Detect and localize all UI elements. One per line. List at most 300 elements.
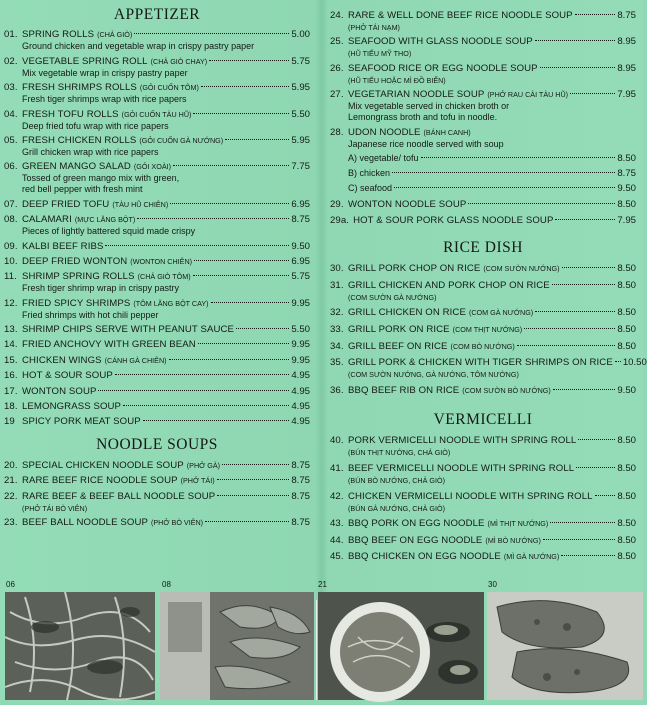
menu-item: [330, 550, 636, 563]
menu-item-row: [330, 490, 636, 503]
item-vietnamese-name: (PHỞ BÒ VIÊN): [150, 517, 204, 527]
item-name: DEEP FRIED TOFU: [22, 198, 110, 210]
menu-item-row: [330, 517, 636, 530]
item-vietnamese-name: (COM GÀ NƯỚNG): [468, 308, 534, 318]
item-name: BBQ CHICKEN ON EGG NOODLE: [348, 551, 501, 563]
item-vietnamese-name: (PHỞ TÁI NẠM): [348, 22, 400, 32]
photo-strip: [0, 578, 643, 700]
menu-item-row: [4, 81, 310, 94]
dot-leader: [211, 302, 290, 303]
menu-item: [4, 134, 310, 158]
photo-label-30: 30: [488, 580, 497, 589]
menu-item-row: [4, 160, 310, 173]
item-price: 4.95: [291, 416, 310, 428]
menu-item: [330, 340, 636, 353]
menu-item: [4, 270, 310, 294]
item-name: GRILL CHICKEN ON RICE: [348, 307, 466, 319]
menu-item: [330, 35, 636, 59]
item-number: 27.: [330, 89, 344, 101]
item-vietnamese-name: (PHỞ RAU CẢI TÀU HŨ): [487, 90, 569, 100]
item-name: SPICY PORK MEAT SOUP: [22, 416, 141, 428]
item-name: HOT & SOUR PORK GLASS NOODLE SOUP: [353, 214, 554, 226]
item-price: 9.95: [291, 339, 310, 351]
item-number: 32.: [330, 307, 344, 319]
dot-leader: [194, 260, 289, 261]
item-number: 26.: [330, 62, 344, 74]
dot-leader: [543, 539, 615, 540]
item-vietnamese-name: (BÚN BÒ NƯỚNG, CHẢ GIÒ): [348, 475, 445, 485]
item-price: 8.75: [291, 490, 310, 502]
item-number: 35.: [330, 357, 344, 369]
item-name: CHICKEN VERMICELLI NOODLE WITH SPRING ROLL: [348, 490, 593, 502]
item-price: 8.75: [291, 214, 310, 226]
udon-desc: Japanese rice noodle served with soup: [348, 139, 504, 150]
udon-option-price: 8.75: [617, 168, 636, 180]
menu-item: [330, 462, 636, 486]
photo-label-21: 21: [318, 580, 327, 589]
dot-leader: [615, 361, 621, 362]
item-vietnamese-name: (PHỞ TÁI BÒ VIÊN): [22, 503, 88, 513]
udon-option-price: 9.50: [617, 183, 636, 195]
item-price: 7.95: [617, 89, 636, 101]
dot-leader: [193, 275, 290, 276]
dot-leader: [143, 420, 290, 421]
menu-item-row: [4, 516, 310, 529]
item-vietnamese-name: (BÚN THỊT NƯỚNG, CHẢ GIÒ): [348, 448, 451, 458]
item-price: 8.50: [617, 279, 636, 291]
menu-item-row: [4, 474, 310, 487]
item-name: FRESH SHRIMPS ROLLS: [22, 82, 137, 94]
menu-item: [330, 517, 636, 530]
item-name: PORK VERMICELLI NOODLE WITH SPRING ROLL: [348, 435, 577, 447]
menu-item: [330, 534, 636, 547]
item-vietnamese-name: (CHẢ GIÒ): [97, 30, 133, 40]
dot-leader: [98, 390, 289, 391]
item-name: GRILL CHICKEN AND PORK CHOP ON RICE: [348, 279, 550, 291]
item-price: 8.50: [617, 340, 636, 352]
item-price: 8.50: [617, 263, 636, 275]
menu-item-row: [330, 35, 636, 48]
item-price: 7.75: [291, 161, 310, 173]
item-price: 9.95: [291, 354, 310, 366]
item-description: Pieces of lightly battered squid made crispy: [22, 226, 196, 237]
menu-item: [330, 434, 636, 458]
item-vietnamese-name: (COM SƯỜN NƯỚNG): [483, 264, 560, 274]
item-number: 33.: [330, 323, 344, 335]
item-number: 29a.: [330, 214, 350, 226]
item-price: 4.95: [291, 401, 310, 413]
menu-item-row: [330, 279, 636, 292]
item-price: 8.95: [617, 62, 636, 74]
item-name: CALAMARI: [22, 214, 72, 226]
udon-item: [330, 126, 636, 195]
item-number: 11.: [4, 271, 17, 283]
dot-leader: [394, 187, 615, 188]
item-number: 07.: [4, 198, 18, 210]
menu-item: [330, 279, 636, 303]
menu-item-row: [4, 490, 310, 503]
dot-leader: [137, 218, 289, 219]
menu-item-row: [4, 108, 310, 121]
menu-item: [4, 516, 310, 529]
item-vietnamese-name: (MỰC LĂNG BỘT): [74, 215, 136, 225]
dot-leader: [225, 139, 289, 140]
dot-leader: [535, 311, 615, 312]
photo-label-06: 06: [6, 580, 15, 589]
menu-item: [4, 198, 310, 211]
menu-item-row: [4, 400, 310, 413]
menu-item-row: [330, 306, 636, 319]
item-number: 31.: [330, 279, 344, 291]
item-price: 4.95: [291, 385, 310, 397]
item-price: 8.50: [617, 198, 636, 210]
item-vietnamese-name: (GỎI CUỐN GÀ NƯỚNG): [139, 135, 224, 145]
item-price: 5.95: [291, 82, 310, 94]
dot-leader: [222, 464, 289, 465]
udon-option: [330, 167, 636, 180]
item-vietnamese-name: (HŨ TIẾU HOẶC MÌ ĐỒ BIỂN): [348, 75, 446, 85]
item-number: 44.: [330, 534, 344, 546]
dot-leader: [236, 328, 289, 329]
menu-item-row: [4, 385, 310, 398]
rice-dish-list: [330, 262, 647, 397]
udon-num: 28.: [330, 127, 344, 139]
dot-leader: [105, 245, 289, 246]
menu-item-row: [330, 550, 636, 563]
calamari-photo: [160, 592, 314, 700]
menu-item-row: [4, 213, 310, 226]
item-price: 8.75: [291, 459, 310, 471]
menu-item: [330, 323, 636, 336]
dot-leader: [575, 14, 616, 15]
dot-leader: [562, 267, 616, 268]
item-description: Fried shrimps with hot chili pepper: [22, 309, 159, 320]
dot-leader: [517, 345, 616, 346]
dot-leader: [123, 405, 289, 406]
menu-item-row: [4, 415, 310, 428]
item-vietnamese-name: (COM BÒ NƯỚNG): [450, 341, 515, 351]
item-name: FRESH CHICKEN ROLLS: [22, 134, 137, 146]
menu-item: [4, 369, 310, 382]
item-vietnamese-name: (COM SƯỜN NƯỚNG, GÀ NƯỚNG, TÔM NƯỚNG): [348, 370, 519, 380]
item-name: HOT & SOUR SOUP: [22, 370, 113, 382]
dot-leader: [392, 172, 615, 173]
item-number: 25.: [330, 36, 344, 48]
left-column: [4, 4, 310, 529]
menu-item-row: [330, 9, 636, 22]
menu-item-row: [4, 255, 310, 268]
menu-item: [4, 338, 310, 351]
dot-leader: [217, 495, 289, 496]
menu-item-row: [330, 198, 636, 211]
item-name: BBQ BEEF ON EGG NOODLE: [348, 534, 483, 546]
item-name: RARE BEEF & BEEF BALL NOODLE SOUP: [22, 490, 216, 502]
rice-dish-title: RICE DISH: [443, 238, 523, 256]
item-price: 5.75: [291, 271, 310, 283]
menu-item-row: [4, 28, 310, 41]
menu-item-row: [4, 134, 310, 147]
udon-viet: (BÁNH CANH): [423, 128, 471, 138]
menu-item: [330, 490, 636, 514]
menu-item-row: [330, 462, 636, 475]
item-number: 04.: [4, 108, 18, 120]
menu-item-row: [330, 356, 647, 369]
menu-item-row: [4, 354, 310, 367]
item-price: 8.50: [617, 435, 636, 447]
udon-option: [330, 182, 636, 195]
item-vietnamese-name: (COM THỊT NƯỚNG): [452, 324, 523, 334]
item-description: Ground chicken and vegetable wrap in crispy pastry paper: [22, 41, 255, 52]
dot-leader: [576, 467, 615, 468]
item-description: Deep fried tofu wrap with rice papers: [22, 120, 169, 131]
udon-option-label: B) chicken: [348, 168, 391, 179]
item-price: 10.50: [622, 357, 647, 369]
noodle-soups-continued-list: [330, 9, 636, 124]
item-description: Fresh tiger shrimp wrap in crispy pastry: [22, 283, 180, 294]
item-price: 8.50: [617, 534, 636, 546]
item-price: 8.75: [291, 475, 310, 487]
udon-option: [330, 152, 636, 165]
menu-item: [4, 354, 310, 367]
menu-item: [4, 323, 310, 336]
item-vietnamese-name: (TÔM LĂNG BỘT CAY): [133, 298, 209, 308]
menu-item-row: [330, 434, 636, 447]
menu-item: [4, 213, 310, 237]
item-price: 8.50: [617, 462, 636, 474]
dot-leader: [570, 93, 615, 94]
pho-photo: [318, 592, 484, 700]
item-price: 5.50: [291, 108, 310, 120]
item-number: 20.: [4, 459, 18, 471]
item-number: 30.: [330, 263, 344, 275]
menu-item-row: [330, 384, 636, 397]
item-price: 5.00: [291, 29, 310, 41]
item-number: 08.: [4, 214, 18, 226]
item-vietnamese-name: (MÌ BÒ NƯỚNG): [485, 535, 541, 545]
item-name: WONTON NOODLE SOUP: [348, 198, 467, 210]
item-description: red bell pepper with fresh mint: [22, 184, 143, 195]
menu-item-row: [4, 55, 310, 68]
item-number: 05.: [4, 134, 18, 146]
menu-item: [4, 28, 310, 52]
item-name: SPRING ROLLS: [22, 29, 95, 41]
item-number: 17.: [4, 385, 18, 397]
menu-item-row: [4, 338, 310, 351]
item-price: 5.95: [291, 134, 310, 146]
menu-item: [4, 415, 310, 428]
item-price: 7.95: [617, 214, 636, 226]
item-name: BBQ BEEF RIB ON RICE: [348, 384, 460, 396]
item-description: Mix vegetable wrap in crispy pastry paper: [22, 67, 188, 78]
item-description: Fresh tiger shrimps wrap with rice papers: [22, 94, 187, 105]
item-vietnamese-name: (BÚN GÀ NƯỚNG, CHẢ GIÒ): [348, 503, 445, 513]
item-name: GRILL PORK ON RICE: [348, 323, 450, 335]
item-vietnamese-name: (GỎI CUỐN TÔM): [139, 83, 199, 93]
item-price: 5.75: [291, 55, 310, 67]
item-vietnamese-name: (MÌ THỊT NƯỚNG): [487, 519, 549, 529]
dot-leader: [169, 359, 290, 360]
menu-item: [330, 306, 636, 319]
item-price: 8.50: [617, 323, 636, 335]
dot-leader: [550, 522, 615, 523]
dot-leader: [555, 219, 615, 220]
item-name: BEEF BALL NOODLE SOUP: [22, 516, 148, 528]
item-price: 8.75: [617, 9, 636, 21]
pork-chop-rice-photo: [487, 592, 643, 700]
item-vietnamese-name: (TÀU HŨ CHIÊN): [112, 199, 169, 209]
noodle-soups-more-list: [330, 198, 636, 227]
menu-item: [330, 62, 636, 86]
menu-item-row: [4, 297, 310, 310]
dot-leader: [209, 60, 289, 61]
item-number: 03.: [4, 82, 18, 94]
item-name: SHRIMP SPRING ROLLS: [22, 271, 135, 283]
item-number: 23.: [4, 516, 18, 528]
item-price: 8.50: [617, 551, 636, 563]
item-name: DEEP FRIED WONTON: [22, 255, 128, 267]
item-vietnamese-name: (COM SƯỜN GÀ NƯỚNG): [348, 292, 437, 302]
menu-item-row: [4, 369, 310, 382]
noodle-soups-list: [4, 459, 310, 529]
menu-item-row: [330, 262, 636, 275]
menu-item: [330, 198, 636, 211]
menu-item: [4, 81, 310, 105]
menu-item: [330, 262, 636, 275]
item-number: 15.: [4, 354, 18, 366]
dot-leader: [561, 555, 615, 556]
item-price: 4.95: [291, 370, 310, 382]
item-name: FRESH TOFU ROLLS: [22, 108, 119, 120]
menu-item: [4, 297, 310, 321]
udon-option-price: 8.50: [617, 153, 636, 165]
item-vietnamese-name: (GỎI CUỐN TÀU HŨ): [121, 109, 192, 119]
menu-item: [4, 108, 310, 132]
item-price: 5.50: [291, 324, 310, 336]
item-number: 01.: [4, 29, 18, 41]
item-name: FRIED ANCHOVY WITH GREEN BEAN: [22, 339, 196, 351]
dot-leader: [170, 203, 289, 204]
item-number: 14.: [4, 339, 18, 351]
item-price: 8.50: [617, 307, 636, 319]
item-name: LEMONGRASS SOUP: [22, 401, 122, 413]
item-price: 8.50: [617, 518, 636, 530]
menu-item: [4, 160, 310, 195]
dot-leader: [115, 374, 289, 375]
item-number: 13.: [4, 324, 18, 336]
item-number: 36.: [330, 384, 344, 396]
menu-item: [330, 9, 636, 33]
dot-leader: [205, 521, 289, 522]
dot-leader: [552, 284, 616, 285]
item-number: 10.: [4, 255, 18, 267]
dot-leader: [198, 343, 289, 344]
item-number: 18.: [4, 401, 18, 413]
menu-item: [330, 214, 636, 227]
menu-item-row: [4, 270, 310, 283]
menu-item: [4, 385, 310, 398]
item-name: GRILL PORK CHOP ON RICE: [348, 263, 481, 275]
menu-item: [4, 459, 310, 472]
menu-item: [330, 356, 647, 380]
dot-leader: [535, 40, 616, 41]
item-price: 8.95: [617, 36, 636, 48]
menu-item-row: [330, 323, 636, 336]
menu-item: [330, 88, 636, 123]
item-name: GRILL BEEF ON RICE: [348, 340, 448, 352]
item-price: 9.95: [291, 297, 310, 309]
udon-options: [330, 152, 636, 195]
item-number: 41.: [330, 462, 344, 474]
item-vietnamese-name: (CHẢ GIÒ CHAY): [150, 56, 208, 66]
menu-item-row: [330, 88, 636, 101]
item-number: 40.: [330, 435, 344, 447]
dot-leader: [524, 328, 615, 329]
dot-leader: [201, 86, 289, 87]
item-vietnamese-name: (CHẢ GIÒ TÔM): [137, 272, 191, 282]
noodle-soups-title: NOODLE SOUPS: [96, 436, 218, 454]
item-price: 9.50: [617, 384, 636, 396]
item-number: 16.: [4, 370, 18, 382]
item-price: 6.95: [291, 198, 310, 210]
item-number: 22.: [4, 490, 18, 502]
menu-item-row: [330, 534, 636, 547]
item-name: SPECIAL CHICKEN NOODLE SOUP: [22, 459, 184, 471]
item-name: GRILL PORK & CHICKEN WITH TIGER SHRIMPS ON RICE: [348, 357, 613, 369]
item-price: 8.75: [291, 516, 310, 528]
item-description: Lemongrass broth and tofu in noodle.: [348, 112, 498, 123]
vermicelli-title: VERMICELLI: [433, 410, 533, 428]
item-vietnamese-name: (CÁNH GÀ CHIÊN): [104, 355, 167, 365]
dot-leader: [578, 439, 615, 440]
menu-item-row: [330, 62, 636, 75]
item-name: VEGETABLE SPRING ROLL: [22, 55, 148, 67]
item-number: 45.: [330, 551, 344, 563]
item-name: KALBI BEEF RIBS: [22, 240, 104, 252]
menu-item-row: [4, 459, 310, 472]
item-number: 21.: [4, 475, 18, 487]
item-vietnamese-name: (PHỞ TÁI): [180, 476, 215, 486]
item-description: Mix vegetable served in chicken broth or: [348, 101, 510, 112]
item-number: 34.: [330, 340, 344, 352]
menu-item: [4, 474, 310, 487]
item-number: 29.: [330, 198, 344, 210]
menu-item-row: [4, 198, 310, 211]
item-name: SEAFOOD WITH GLASS NOODLE SOUP: [348, 36, 533, 48]
mango-salad-photo: [5, 592, 155, 700]
item-number: 12.: [4, 297, 18, 309]
item-number: 02.: [4, 55, 18, 67]
item-name: VEGETARIAN NOODLE SOUP: [348, 89, 485, 101]
appetizer-list: [4, 28, 310, 428]
item-name: SEAFOOD RICE OR EGG NOODLE SOUP: [348, 62, 538, 74]
menu-item: [330, 384, 636, 397]
item-vietnamese-name: (WONTON CHIÊN): [130, 256, 193, 266]
item-number: 43.: [330, 518, 344, 530]
item-description: Tossed of green mango mix with green,: [22, 173, 180, 184]
item-name: RARE & WELL DONE BEEF RICE NOODLE SOUP: [348, 9, 573, 21]
item-vietnamese-name: (COM SƯỜN BÒ NƯỚNG): [462, 385, 551, 395]
menu-item: [4, 490, 310, 514]
item-price: 8.50: [617, 490, 636, 502]
item-number: 06.: [4, 161, 18, 173]
dot-leader: [540, 67, 616, 68]
dot-leader: [468, 203, 615, 204]
item-vietnamese-name: (GỎI XOÀI): [133, 162, 171, 172]
item-name: BEEF VERMICELLI NOODLE WITH SPRING ROLL: [348, 462, 575, 474]
dot-leader: [553, 389, 616, 390]
item-price: 9.50: [291, 240, 310, 252]
vermicelli-list: [330, 434, 636, 563]
